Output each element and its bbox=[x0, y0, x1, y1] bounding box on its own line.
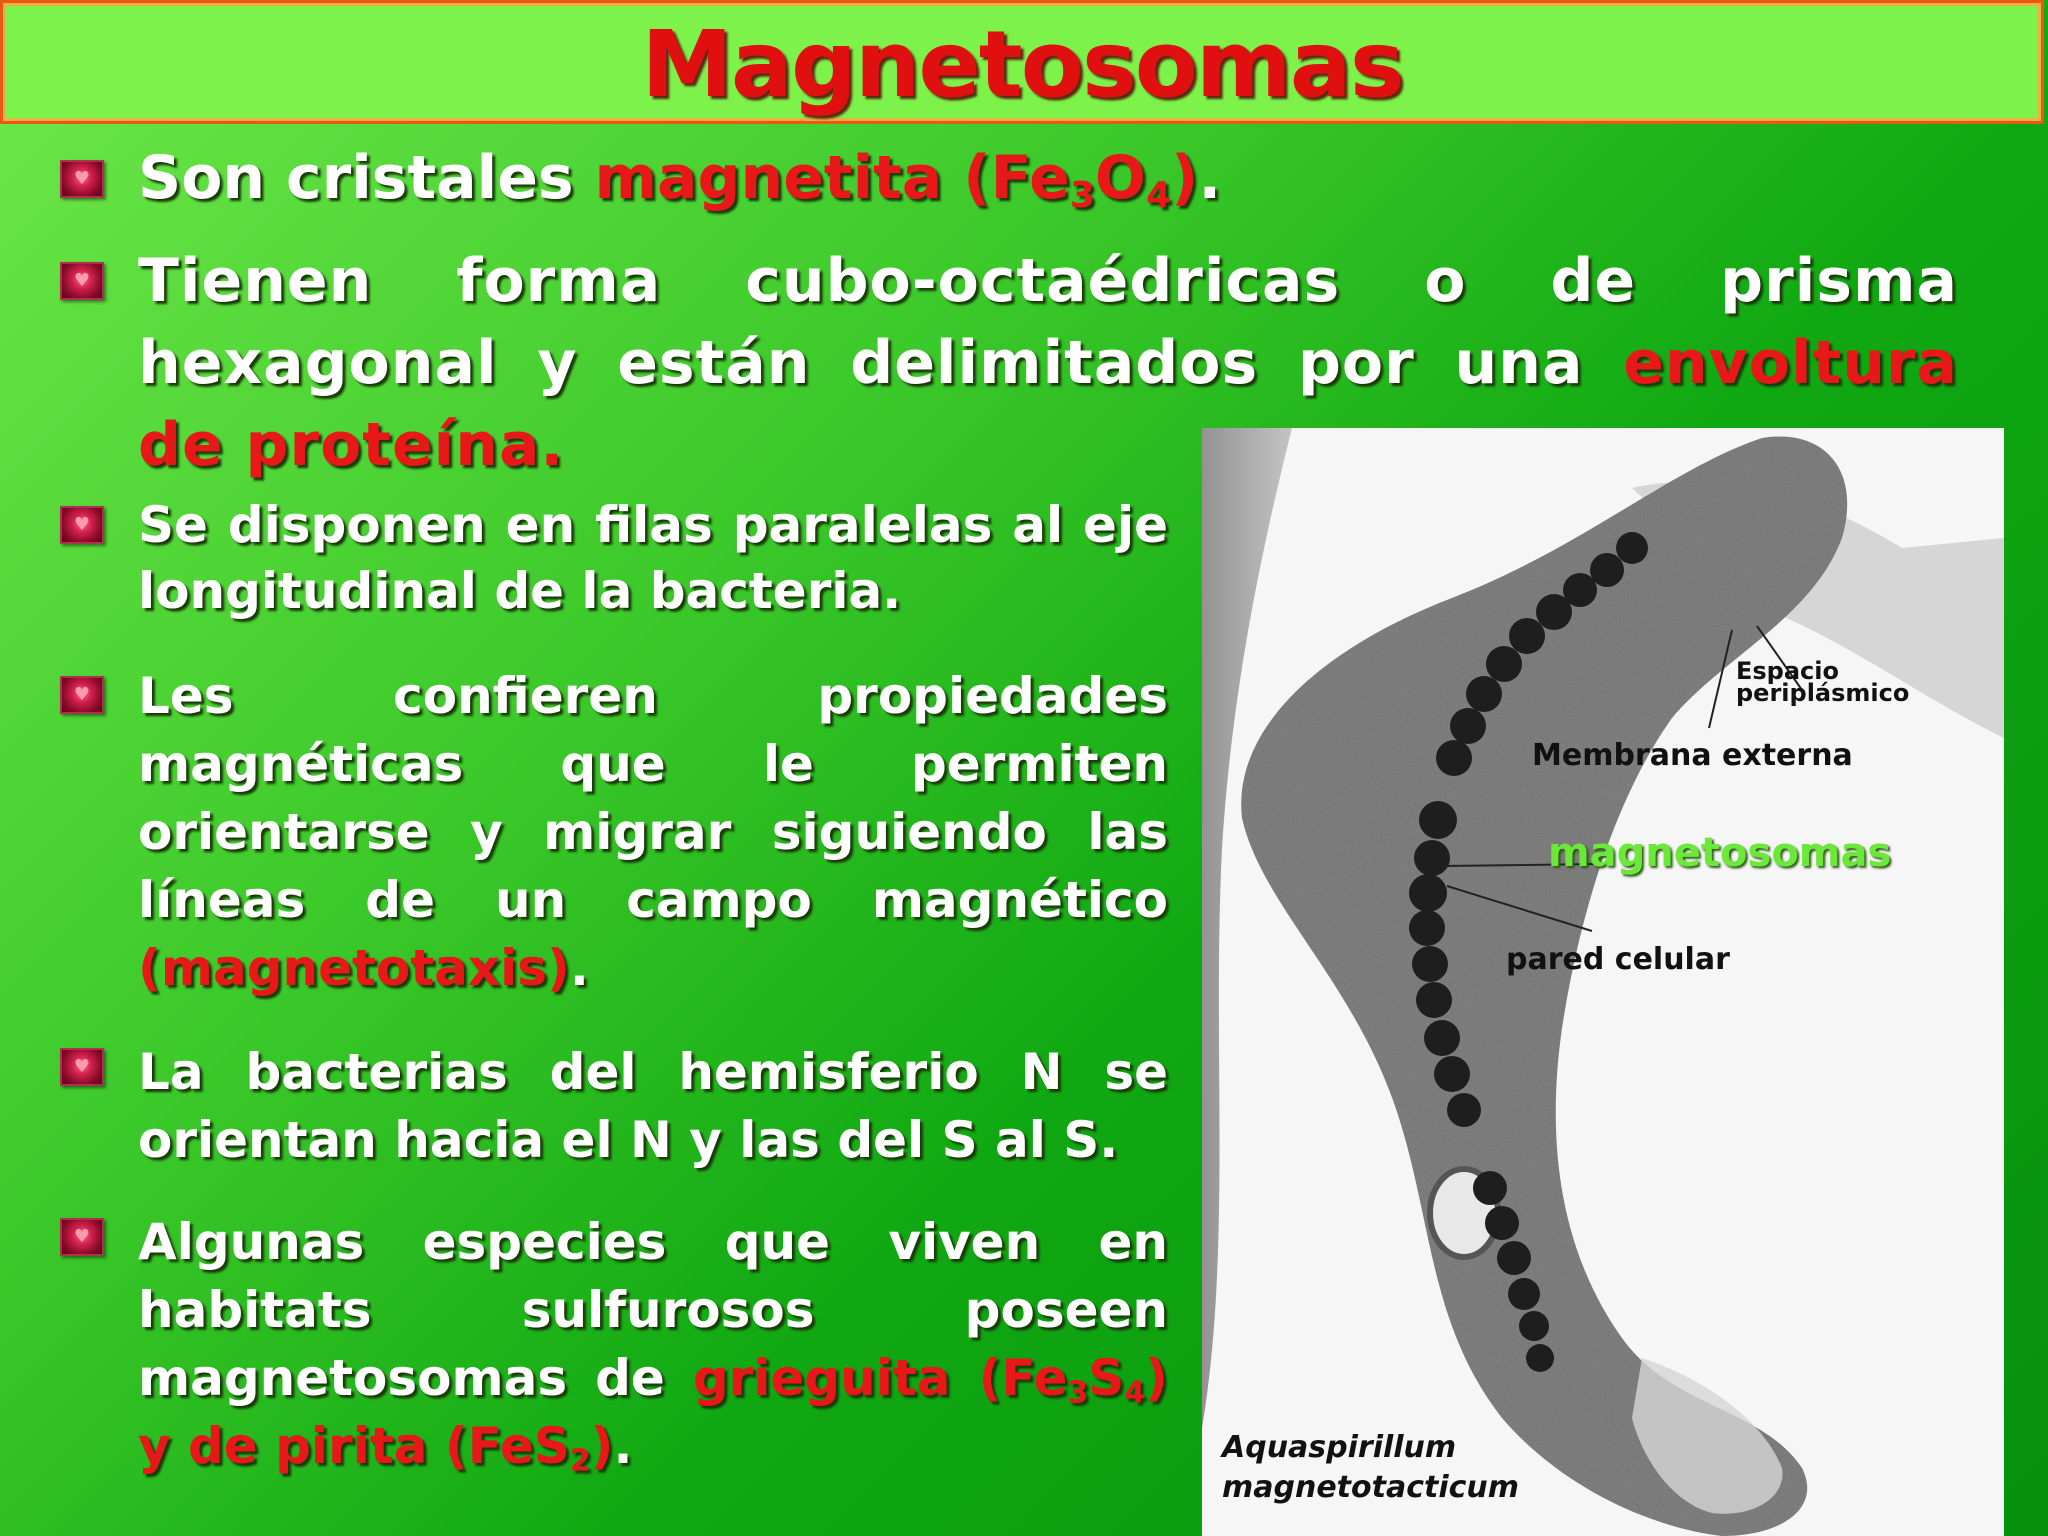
bullet-marker bbox=[60, 1048, 104, 1086]
bullet-marker bbox=[60, 262, 104, 300]
bullet-text-3: Se disponen en filas paralelas al eje longitudinal de la bacteria. bbox=[138, 496, 1168, 620]
title-bar bbox=[0, 0, 2044, 124]
species-caption: Aquaspirillum magnetotacticum bbox=[1222, 1430, 1520, 1505]
bullet-text-2: Tienen forma cubo-octaédricas o de prisma hexagonal y están delimitados por una envoltura de proteína. bbox=[138, 246, 1958, 480]
label-pared-celular: pared celular bbox=[1506, 942, 1730, 977]
bullet-marker bbox=[60, 506, 104, 544]
label-espacio-periplasmico: Espacio periplásmico bbox=[1736, 657, 1910, 707]
bullet-marker bbox=[60, 160, 104, 198]
micrograph-image bbox=[1202, 428, 2004, 1536]
label-membrana-externa: Membrana externa bbox=[1532, 738, 1853, 773]
bullet-text-5: La bacterias del hemisferio N se orientan hacia el N y las del S al S. bbox=[138, 1043, 1168, 1169]
bullet-text-6: Algunas especies que viven en habitats sulfurosos poseen magnetosomas de grieguita $(Fe_3S_4)$ y de pirita (FeS$_2$). bbox=[138, 1213, 1168, 1479]
bullet-text-1: Son cristales magnetita $(Fe_3O_4)$. bbox=[138, 143, 1222, 216]
label-magnetosomas: magnetosomas bbox=[1548, 830, 1892, 876]
bacteria-micrograph bbox=[1202, 428, 2004, 1536]
bullet-text-4: Les confieren propiedades magnéticas que le permiten orientarse y migrar siguiendo las líneas de un campo magnético (magnetotaxis). bbox=[138, 667, 1168, 997]
bullet-marker bbox=[60, 676, 104, 714]
slide-title: Magnetosomas bbox=[641, 11, 1403, 118]
bullet-marker bbox=[60, 1218, 104, 1256]
